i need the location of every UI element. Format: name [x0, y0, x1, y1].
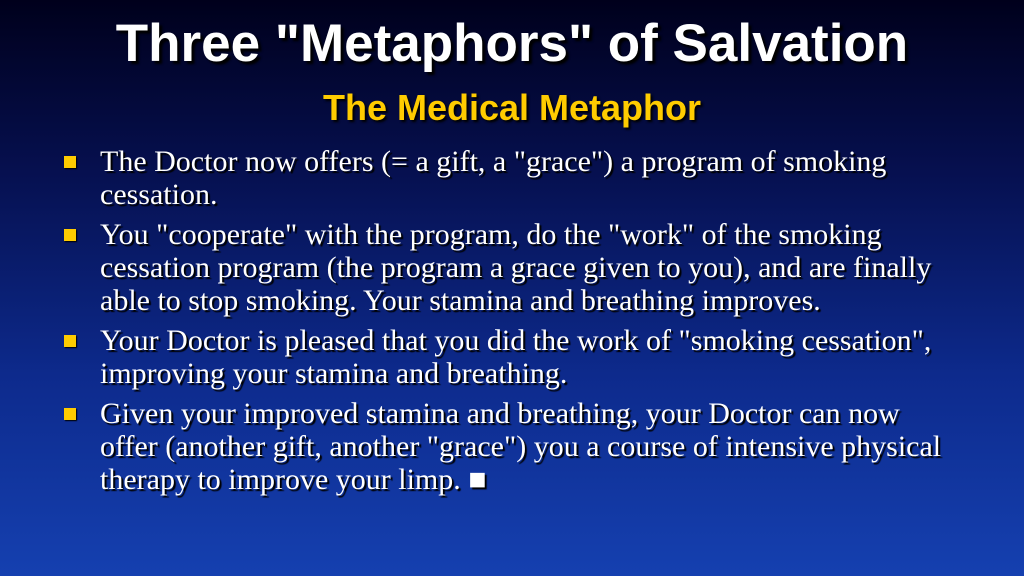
- bullet-item: [62, 145, 942, 211]
- bullet-item: [62, 218, 942, 317]
- square-bullet-icon: [64, 156, 76, 168]
- square-bullet-icon: [64, 408, 76, 420]
- slide-subtitle: The Medical Metaphor: [322, 87, 702, 128]
- bullet-text: You "cooperate" with the program, do the "work" of the smoking cessation program (the program a grace given to you), and are finally able to stop smoking. Your stamina and breathing improves.: [100, 218, 932, 317]
- bullet-item: [62, 397, 942, 496]
- bullet-item: [62, 324, 942, 390]
- bullet-list: [62, 145, 942, 503]
- bullet-text: Given your improved stamina and breathing, your Doctor can now offer (another gift, another "grace") you a course of intensive physical therapy to improve your limp. ■: [100, 397, 942, 496]
- bullet-text: Your Doctor is pleased that you did the work of "smoking cessation", improving your stamina and breathing.: [100, 324, 932, 390]
- square-bullet-icon: [64, 335, 76, 347]
- bullet-text: The Doctor now offers (= a gift, a "grace") a program of smoking cessation.: [100, 145, 887, 211]
- slide-title: Three "Metaphors" of Salvation: [115, 14, 909, 73]
- square-bullet-icon: [64, 229, 76, 241]
